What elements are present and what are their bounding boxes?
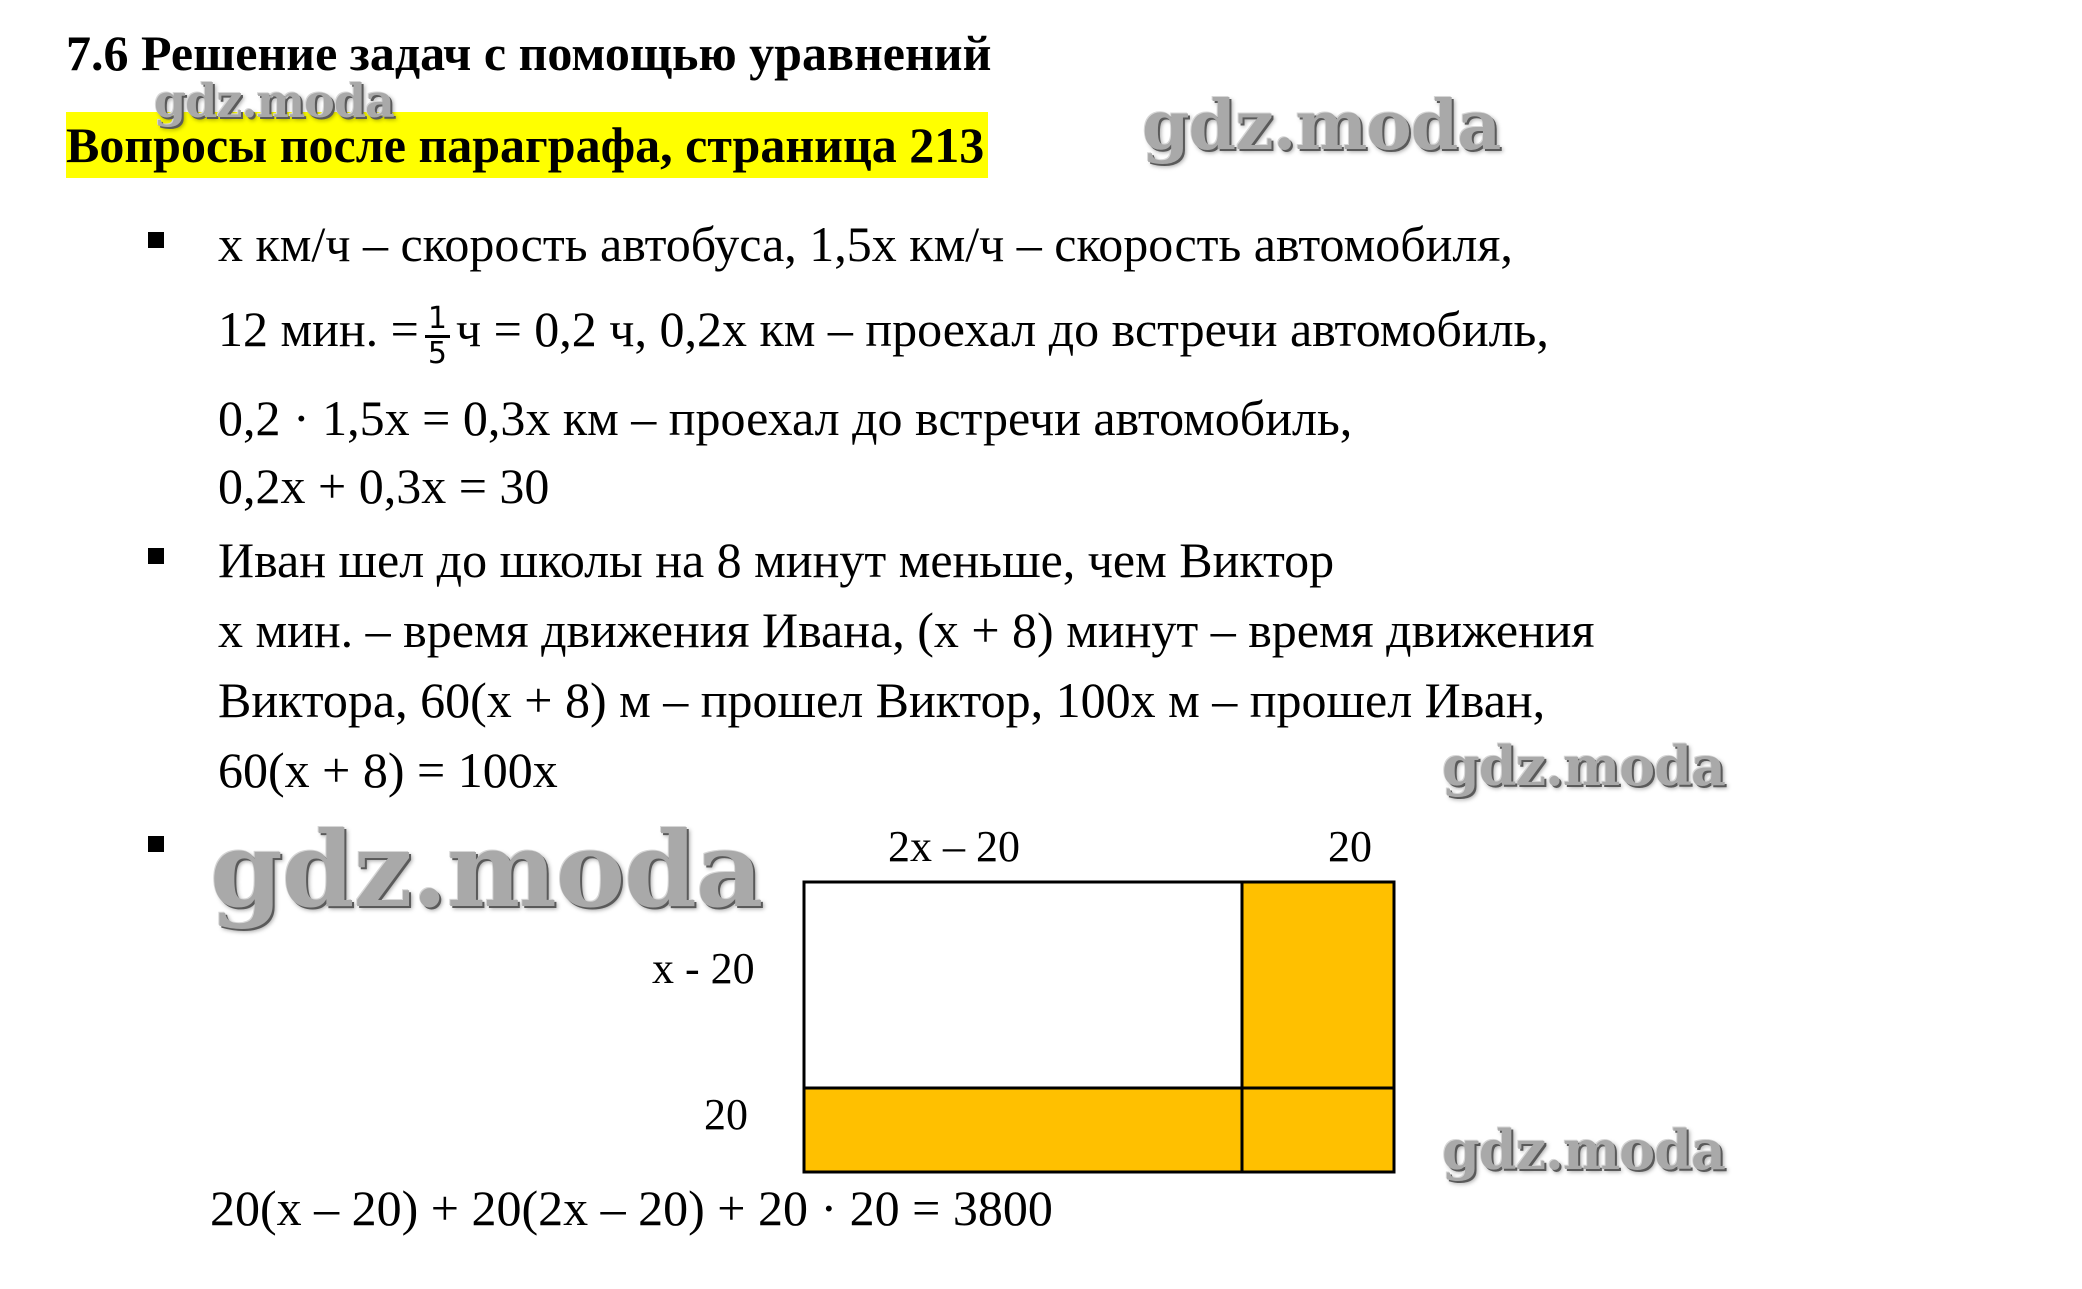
diagram-label-height: x - 20 (652, 944, 755, 993)
problem2-line4: 60(x + 8) = 100x (218, 742, 558, 798)
problem3-equation: 20(x – 20) + 20(2x – 20) + 20 · 20 = 3800 (210, 1180, 1053, 1236)
diagram-main-area (804, 882, 1242, 1088)
fraction-numerator: 1 (425, 303, 450, 338)
page-title: 7.6 Решение задач с помощью уравнений (66, 25, 992, 81)
diagram-label-top-width: 2x – 20 (888, 822, 1020, 871)
watermark: gdz.moda (210, 808, 763, 931)
bullet-marker (148, 232, 164, 248)
watermark: gdz.moda (1142, 86, 1501, 166)
diagram-right-strip (1242, 882, 1394, 1088)
watermark: gdz.moda (1442, 1118, 1725, 1182)
watermark: gdz.moda (1442, 734, 1725, 798)
problem2-line3: Виктора, 60(x + 8) м – прошел Виктор, 100x м – прошел Иван, (218, 672, 1546, 728)
area-diagram (800, 878, 1400, 1178)
problem1-line3: 0,2 · 1,5x = 0,3x км – проехал до встречи автомобиль, (218, 390, 1353, 446)
problem1-line4: 0,2x + 0,3x = 30 (218, 458, 550, 514)
diagram-label-bottom-strip: 20 (704, 1090, 748, 1139)
problem1-line2 (218, 299, 1549, 372)
fraction-one-fifth (425, 303, 450, 370)
diagram-bottom-strip (804, 1088, 1242, 1172)
diagram-corner-square (1242, 1088, 1394, 1172)
problem1-line2-end: ч = 0,2 ч, 0,2x км – проехал до встречи автомобиль, (455, 301, 1549, 357)
problem2-line2: x мин. – время движения Ивана, (x + 8) минут – время движения (218, 602, 1595, 658)
diagram-label-top-strip: 20 (1328, 822, 1372, 871)
problem2-line1: Иван шел до школы на 8 минут меньше, чем Виктор (218, 532, 1335, 588)
problem1-line1: x км/ч – скорость автобуса, 1,5x км/ч – скорость автомобиля, (218, 216, 1513, 272)
problem1-line2-start: 12 мин. = (218, 301, 419, 357)
section-subtitle: Вопросы после параграфа, страница 213 (66, 112, 988, 178)
bullet-marker (148, 836, 164, 852)
fraction-denominator: 5 (427, 336, 447, 372)
watermark: gdz.moda (154, 74, 394, 128)
bullet-marker (148, 548, 164, 564)
